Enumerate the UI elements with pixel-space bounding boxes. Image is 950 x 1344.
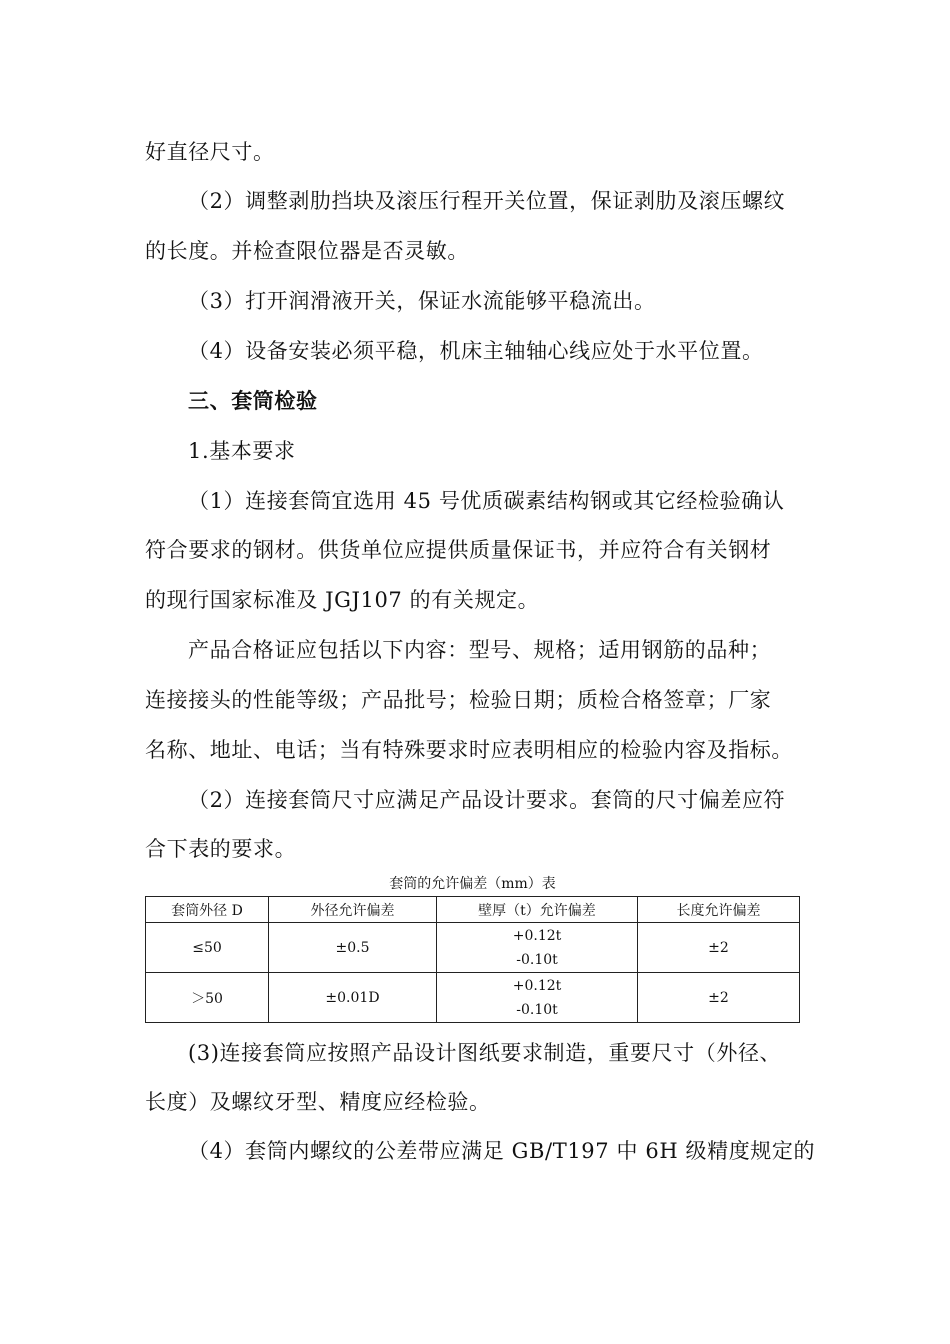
paragraph-line: （2）调整剥肋挡块及滚压行程开关位置，保证剥肋及滚压螺纹: [188, 189, 786, 213]
paragraph-line: （4）套筒内螺纹的公差带应满足 GB/T197 中 6H 级精度规定的: [188, 1139, 816, 1163]
table-header-cell: 壁厚（t）允许偏差: [437, 897, 638, 923]
table-row: [146, 923, 800, 973]
paragraph-line: （3）打开润滑液开关，保证水流能够平稳流出。: [188, 289, 656, 313]
table-header-cell: 长度允许偏差: [638, 897, 800, 923]
paragraph-line: 合下表的要求。: [145, 837, 297, 861]
paragraph-line: 名称、地址、电话；当有特殊要求时应表明相应的检验内容及指标。: [145, 738, 793, 762]
wall-plus-value: +0.12t: [512, 927, 562, 944]
table-row: [146, 973, 800, 1023]
paragraph-line: 符合要求的钢材。供货单位应提供质量保证书，并应符合有关钢材: [145, 538, 772, 562]
subsection-heading: 1.基本要求: [188, 439, 296, 463]
paragraph-line: 的现行国家标准及 JGJ107 的有关规定。: [145, 588, 540, 612]
table-header-cell: 外径允许偏差: [269, 897, 437, 923]
wall-minus-value: -0.10t: [516, 1001, 558, 1018]
table-header-row: [146, 897, 800, 923]
wall-minus-value: -0.10t: [516, 951, 558, 968]
paragraph-line: （4）设备安装必须平稳，机床主轴轴心线应处于水平位置。: [188, 339, 764, 363]
table-cell: ±0.5: [269, 923, 437, 973]
table-caption: 套筒的允许偏差（mm）表: [389, 876, 556, 892]
table-cell: ±2: [638, 923, 800, 973]
paragraph-line: (3)连接套筒应按照产品设计图纸要求制造，重要尺寸（外径、: [188, 1041, 782, 1065]
table-cell: ≤50: [146, 923, 269, 973]
paragraph-line: 连接接头的性能等级；产品批号；检验日期；质检合格签章；厂家: [145, 688, 772, 712]
paragraph-line: （2）连接套筒尺寸应满足产品设计要求。套筒的尺寸偏差应符: [188, 788, 786, 812]
paragraph-line: 长度）及螺纹牙型、精度应经检验。: [145, 1090, 491, 1114]
table-cell: [437, 973, 638, 1023]
paragraph-line: 产品合格证应包括以下内容：型号、规格；适用钢筋的品种；: [188, 638, 772, 662]
table-cell: ＞50: [146, 973, 269, 1023]
table-cell: ±2: [638, 973, 800, 1023]
paragraph-line: 好直径尺寸。: [145, 140, 275, 164]
wall-plus-value: +0.12t: [512, 977, 562, 994]
table-header-cell: 套筒外径 D: [146, 897, 269, 923]
tolerance-table: [145, 896, 800, 1023]
paragraph-line: 的长度。并检查限位器是否灵敏。: [145, 239, 469, 263]
paragraph-line: （1）连接套筒宜选用 45 号优质碳素结构钢或其它经检验确认: [188, 489, 785, 513]
table-cell: ±0.01D: [269, 973, 437, 1023]
table-cell: [437, 923, 638, 973]
section-heading: 三、套筒检验: [188, 389, 318, 413]
